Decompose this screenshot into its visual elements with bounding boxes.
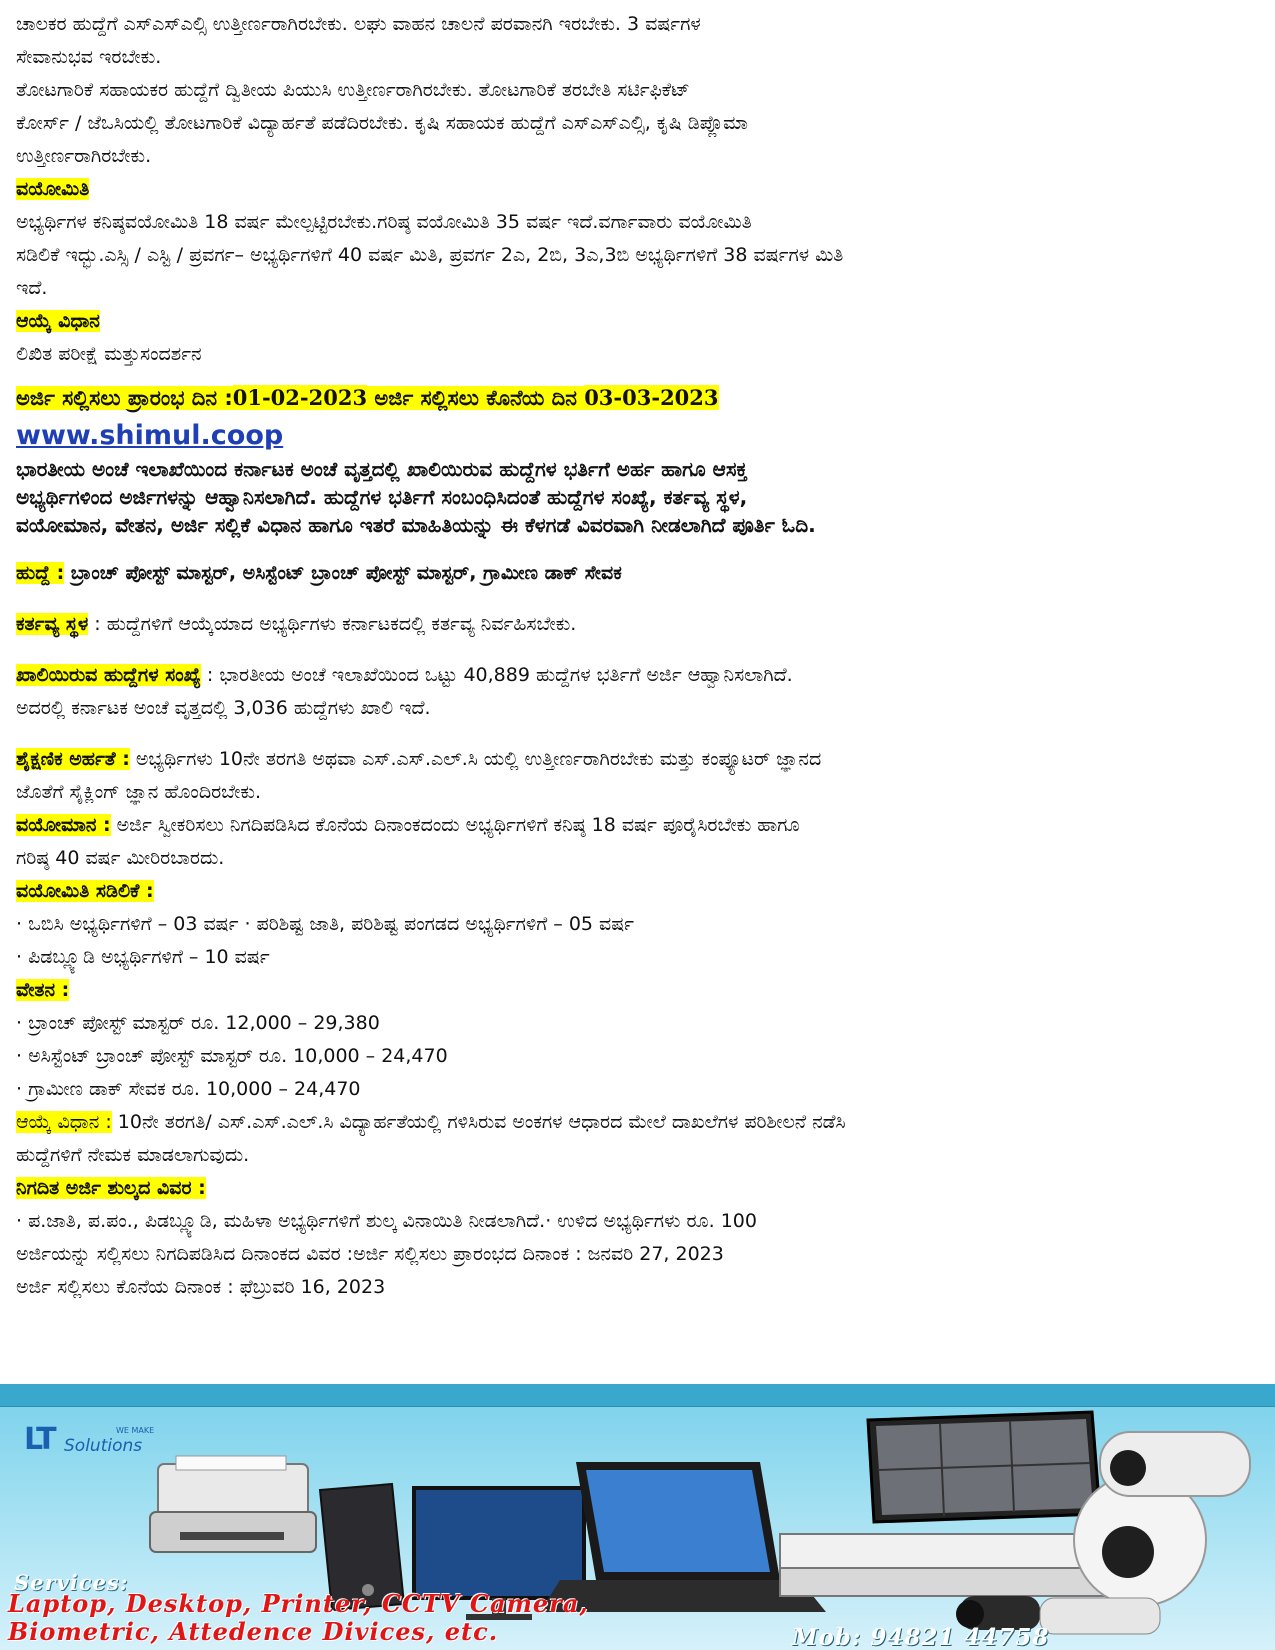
selection-method-line: ಹುದ್ದೆಗಳಿಗೆ ನೇಮಕ ಮಾಡಲಾಗುವುದು. xyxy=(16,1144,250,1166)
age-limit-line: ಗರಿಷ್ಠ 40 ವರ್ಷ ಮೀರಿರಬಾರದು. xyxy=(16,847,225,869)
start-date-label: ಅರ್ಜಿ ಸಲ್ಲಿಸಲು ಪ್ರಾರಂಭ ದಿನ : xyxy=(16,386,233,410)
end-date: 03-03-2023 xyxy=(584,385,719,410)
logo-solutions: Solutions xyxy=(64,1436,143,1456)
education-line: ಜೊತೆಗೆ ಸೈಕ್ಲಿಂಗ್ ಜ್ಞಾನ ಹೊಂದಿರಬೇಕು. xyxy=(16,781,261,803)
relaxation-item: · ಒಬಿಸಿ ಅಭ್ಯರ್ಥಿಗಳಿಗೆ – 03 ವರ್ಷ · ಪರಿಶಿಷ್ಟ ಜಾತಿ, ಪರಿಶಿಷ್ಟ ಪಂಗಡದ ಅಭ್ಯರ್ಥಿಗಳಿಗೆ – 05 ವರ್ಷ xyxy=(16,913,635,935)
fee-line: ಅರ್ಜಿ ಸಲ್ಲಿಸಲು ಕೊನೆಯ ದಿನಾಂಕ : ಫೆಬ್ರುವರಿ 16, 2023 xyxy=(16,1276,386,1298)
posts-row xyxy=(16,557,1266,590)
salary-item: · ಗ್ರಾಮೀಣ ಡಾಕ್ ಸೇವಕ ರೂ. 10,000 – 24,470 xyxy=(16,1078,361,1100)
intro-line: ಉತ್ತೀರ್ಣರಾಗಿರಬೇಕು. xyxy=(16,145,152,167)
services-line: Laptop, Desktop, Printer, CCTV Camera, xyxy=(8,1589,589,1618)
age-limit-label: ವಯೋಮಾನ : xyxy=(16,814,111,836)
end-date-label: ಅರ್ಜಿ ಸಲ್ಲಿಸಲು ಕೊನೆಯ ದಿನ xyxy=(367,386,585,410)
education-value: ಅಭ್ಯರ್ಥಿಗಳು 10ನೇ ತರಗತಿ ಅಥವಾ ಎಸ್.ಎಸ್.ಎಲ್.ಸಿ ಯಲ್ಲಿ ಉತ್ತೀರ್ಣರಾಗಿರಬೇಕು ಮತ್ತು ಕಂಪ್ಯೂಟರ್ ಜ್ಞಾನದ xyxy=(129,748,822,770)
selection-method-value: 10ನೇ ತರಗತಿ/ ಎಸ್.ಎಸ್.ಎಲ್.ಸಿ ವಿದ್ಯಾರ್ಹತೆಯಲ್ಲಿ ಗಳಿಸಿರುವ ಅಂಕಗಳ ಆಧಾರದ ಮೇಲೆ ದಾಖಲೆಗಳ ಪರಿಶೀಲನೆ ನಡೆಸಿ xyxy=(111,1111,846,1133)
application-date-bar xyxy=(16,381,1266,415)
education-row xyxy=(16,743,1266,776)
services-title: Services: xyxy=(14,1570,129,1595)
age-line: ಸಡಿಲಿಕೆ ಇದ್ಭು.ಎಸ್ಸಿ / ಎಸ್ಟಿ / ಪ್ರವರ್ಗ– ಅಭ್ಯರ್ಥಿಗಳಿಗೆ 40 ವರ್ಷ ಮಿತಿ, ಪ್ರವರ್ಗ 2ಎ, 2ಬಿ, 3ಎ,3ಬಿ ಅಭ್ಯರ್ಥಿಗಳಿಗೆ 38 ವರ್ಷಗಳ ಮಿತಿ xyxy=(16,244,844,266)
salary-item: · ಬ್ರಾಂಚ್ ಪೋಸ್ಟ್ ಮಾಸ್ಟರ್ ರೂ. 12,000 – 29,380 xyxy=(16,1012,380,1034)
posts-value: ಬ್ರಾಂಚ್ ಪೋಸ್ಟ್ ಮಾಸ್ಟರ್, ಅಸಿಸ್ಟೆಂಟ್ ಬ್ರಾಂಚ್ ಪೋಸ್ಟ್ ಮಾಸ್ಟರ್, ಗ್ರಾಮೀಣ ಡಾಕ್ ಸೇವಕ xyxy=(64,562,622,584)
selection-heading: ಆಯ್ಕೆ ವಿಧಾನ xyxy=(16,310,100,332)
intro-line: ಸೇವಾನುಭವ ಇರಬೇಕು. xyxy=(16,46,162,68)
intro-line: ಕೋರ್ಸ್ / ಜೆಒಸಿಯಲ್ಲಿ ತೋಟಗಾರಿಕೆ ವಿದ್ಯಾರ್ಹತೆ ಪಡೆದಿರಬೇಕು. ಕೃಷಿ ಸಹಾಯಕ ಹುದ್ದೆಗೆ ಎಸ್ಎಸ್ಎಲ್ಸಿ, ಕೃಷಿ ಡಿಪ್ಲೊಮಾ xyxy=(16,112,748,134)
vacancies-value: : ಭಾರತೀಯ ಅಂಚೆ ಇಲಾಖೆಯಿಂದ ಒಟ್ಟು 40,889 ಹುದ್ದೆಗಳ ಭರ್ತಿಗೆ ಅರ್ಜಿ ಆಹ್ವಾನಿಸಲಾಗಿದೆ. xyxy=(200,664,793,686)
printer-icon xyxy=(150,1456,316,1552)
services-line: Biometric, Attedence Divices, etc. xyxy=(8,1617,499,1646)
age-limit-value: ಅರ್ಜಿ ಸ್ವೀಕರಿಸಲು ನಿಗದಿಪಡಿಸಿದ ಕೊನೆಯ ದಿನಾಂಕದಂದು ಅಭ್ಯರ್ಥಿಗಳಿಗೆ ಕನಿಷ್ಠ 18 ವರ್ಷ ಪೂರೈಸಿರಬೇಕು ಹಾಗೂ xyxy=(110,814,800,836)
bullet-camera-icon xyxy=(1100,1432,1250,1496)
website-link[interactable]: www.shimul.coop xyxy=(16,420,284,451)
posts-label: ಹುದ್ದೆ : xyxy=(16,562,65,584)
logo-lt: LT xyxy=(24,1422,55,1457)
logo-tag: WE MAKE xyxy=(116,1426,155,1435)
salary-item: · ಅಸಿಸ್ಟೆಂಟ್ ಬ್ರಾಂಚ್ ಪೋಸ್ಟ್ ಮಾಸ್ಟರ್ ರೂ. 10,000 – 24,470 xyxy=(16,1045,448,1067)
vacancies-row xyxy=(16,659,1266,692)
duty-place-label: ಕರ್ತವ್ಯ ಸ್ಥಳ xyxy=(16,613,89,635)
fee-label: ನಿಗದಿತ ಅರ್ಜಿ ಶುಲ್ಕದ ವಿವರ : xyxy=(16,1177,206,1199)
selection-method-row xyxy=(16,1106,1266,1139)
intro-line: ತೋಟಗಾರಿಕೆ ಸಹಾಯಕರ ಹುದ್ದೆಗೆ ದ್ವಿತೀಯ ಪಿಯುಸಿ ಉತ್ತೀರ್ಣರಾಗಿರಬೇಕು. ತೋಟಗಾರಿಕೆ ತರಬೇತಿ ಸರ್ಟಿಫಿಕೆಟ್ xyxy=(16,79,690,101)
post-intro-line: ಅಭ್ಯರ್ಥಿಗಳಿಂದ ಅರ್ಜಿಗಳನ್ನು ಆಹ್ವಾನಿಸಲಾಗಿದೆ. ಹುದ್ದೆಗಳ ಭರ್ತಿಗೆ ಸಂಬಂಧಿಸಿದಂತೆ ಹುದ್ದೆಗಳ ಸಂಖ್ಯೆ, ಕರ್ತವ್ಯ ಸ್ಥಳ, xyxy=(16,485,748,509)
education-label: ಶೈಕ್ಷಣಿಕ ಅರ್ಹತೆ : xyxy=(16,748,130,770)
age-line: ಇದೆ. xyxy=(16,277,48,299)
vacancies-label: ಖಾಲಿಯಿರುವ ಹುದ್ದೆಗಳ ಸಂಖ್ಯೆ xyxy=(16,664,201,686)
selection-method-label: ಆಯ್ಕೆ ವಿಧಾನ : xyxy=(16,1111,112,1133)
relaxation-item: · ಪಿಡಬ್ಲ್ಯೂಡಿ ಅಭ್ಯರ್ಥಿಗಳಿಗೆ – 10 ವರ್ಷ xyxy=(16,946,270,968)
intro-line: ಚಾಲಕರ ಹುದ್ದೆಗೆ ಎಸ್ಎಸ್ಎಲ್ಸಿ ಉತ್ತೀರ್ಣರಾಗಿರಬೇಕು. ಲಘು ವಾಹನ ಚಾಲನೆ ಪರವಾನಗಿ ಇರಬೇಕು. 3 ವರ್ಷಗಳ xyxy=(16,13,701,35)
post-intro-line: ಭಾರತೀಯ ಅಂಚೆ ಇಲಾಖೆಯಿಂದ ಕರ್ನಾಟಕ ಅಂಚೆ ವೃತ್ತದಲ್ಲಿ ಖಾಲಿಯಿರುವ ಹುದ್ದೆಗಳ ಭರ್ತಿಗೆ ಅರ್ಹ ಹಾಗೂ ಆಸಕ್ತ xyxy=(16,457,748,481)
selection-line: ಲಿಖಿತ ಪರೀಕ್ಷೆ ಮತ್ತುಸಂದರ್ಶನ xyxy=(16,343,202,365)
age-limit-row xyxy=(16,809,1266,842)
dvr-icon xyxy=(780,1534,1110,1596)
advert-banner xyxy=(0,1384,1275,1650)
cctv-monitor-icon xyxy=(868,1412,1100,1522)
age-heading: ವಯೋಮಿತಿ xyxy=(16,178,90,200)
salary-label: ವೇತನ : xyxy=(16,979,70,1001)
age-line: ಅಭ್ಯರ್ಥಿಗಳ ಕನಿಷ್ಠವಯೋಮಿತಿ 18 ವರ್ಷ ಮೇಲ್ಪಟ್ಟಿರಬೇಕು.ಗರಿಷ್ಠ ವಯೋಮಿತಿ 35 ವರ್ಷ ಇದೆ.ವರ್ಗಾವಾರು ವಯೋಮಿತಿ xyxy=(16,211,752,233)
fee-item: · ಪ.ಜಾತಿ, ಪ.ಪಂ., ಪಿಡಬ್ಲ್ಯೂಡಿ, ಮಹಿಳಾ ಅಭ್ಯರ್ಥಿಗಳಿಗೆ ಶುಲ್ಕ ವಿನಾಯಿತಿ ನೀಡಲಾಗಿದೆ.· ಉಳಿದ ಅಭ್ಯರ್ಥಿಗಳು ರೂ. 100 xyxy=(16,1210,757,1232)
duty-place-value: : ಹುದ್ದೆಗಳಿಗೆ ಆಯ್ಕೆಯಾದ ಅಭ್ಯರ್ಥಿಗಳು ಕರ್ನಾಟಕದಲ್ಲಿ ಕರ್ತವ್ಯ ನಿರ್ವಹಿಸಬೇಕು. xyxy=(88,613,577,635)
services-list xyxy=(8,1590,589,1646)
vacancies-line: ಅದರಲ್ಲಿ ಕರ್ನಾಟಕ ಅಂಚೆ ವೃತ್ತದಲ್ಲಿ 3,036 ಹುದ್ದೆಗಳು ಖಾಲಿ ಇದೆ. xyxy=(16,697,431,719)
post-intro-line: ವಯೋಮಾನ, ವೇತನ, ಅರ್ಜಿ ಸಲ್ಲಿಕೆ ವಿಧಾನ ಹಾಗೂ ಇತರೆ ಮಾಹಿತಿಯನ್ನು ಈ ಕೆಳಗಡೆ ವಿವರವಾಗಿ ನೀಡಲಾಗಿದೆ ಪೂರ್ತಿ ಓದಿ. xyxy=(16,513,816,537)
document-body xyxy=(16,8,1266,1304)
fee-line: ಅರ್ಜಿಯನ್ನು ಸಲ್ಲಿಸಲು ನಿಗದಿಪಡಿಸಿದ ದಿನಾಂಕದ ವಿವರ :ಅರ್ಜಿ ಸಲ್ಲಿಸಲು ಪ್ರಾರಂಭದ ದಿನಾಂಕ : ಜನವರಿ 27, 2023 xyxy=(16,1243,724,1265)
duty-place-row xyxy=(16,608,1266,641)
start-date: 01-02-2023 xyxy=(232,385,368,410)
mobile-number: Mob: 94821 44758 xyxy=(792,1624,1050,1650)
relaxation-label: ವಯೋಮಿತಿ ಸಡಿಲಿಕೆ : xyxy=(16,880,154,902)
